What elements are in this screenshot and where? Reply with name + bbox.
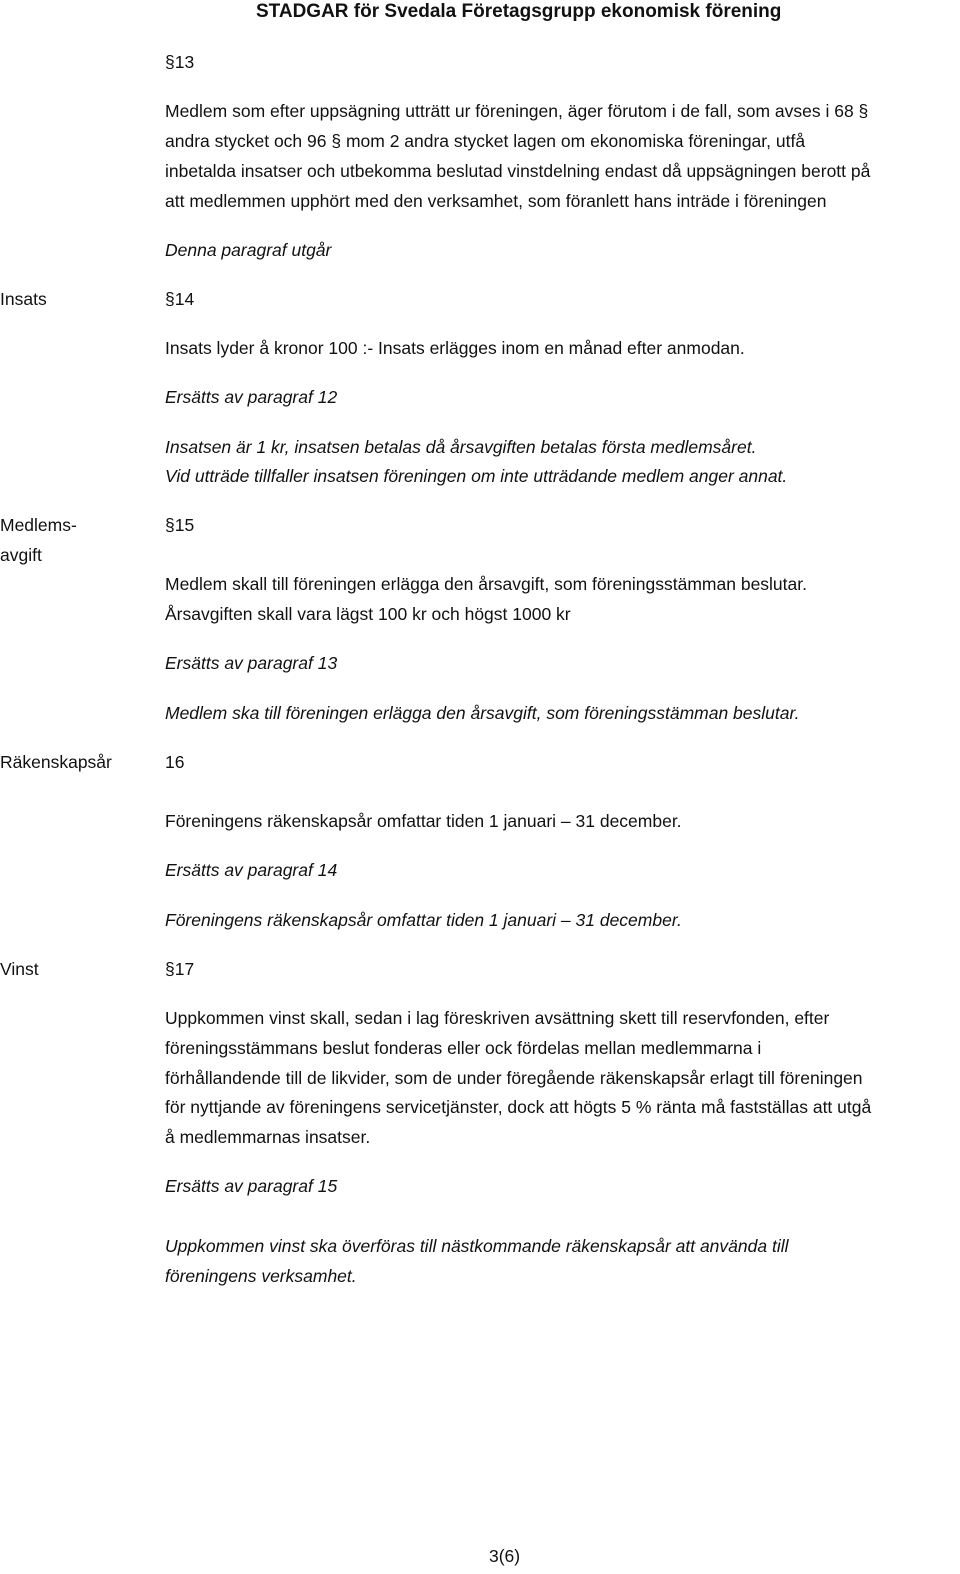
paragraph-14-new-line: Vid utträde tillfaller insatsen föreningen om inte utträdande medlem anger annat. [165, 466, 788, 486]
paragraph-13-line: Medlem som efter uppsägning utträtt ur föreningen, äger förutom i de fall, som avses i 68 § [165, 101, 869, 121]
paragraph-17-line: å medlemmarnas insatser. [165, 1127, 371, 1147]
section-label-rakenskapsar: Räkenskapsår [0, 752, 112, 772]
paragraph-number-15: §15 [165, 515, 195, 535]
paragraph-17-line: förhållandende till de likvider, som de under föregående räkenskapsår erlagt till föreningen [165, 1068, 863, 1088]
paragraph-16-new-text: Föreningens räkenskapsår omfattar tiden 1 januari – 31 december. [165, 910, 682, 930]
paragraph-number-13: §13 [165, 52, 195, 72]
paragraph-15-replaced-by: Ersätts av paragraf 13 [165, 653, 338, 673]
section-label-medlemsavgift-line1: Medlems- [0, 515, 77, 535]
paragraph-17-line: föreningsstämmans beslut fonderas eller ock fördelas mellan medlemmarna i [165, 1038, 762, 1058]
paragraph-number-17: §17 [165, 959, 195, 979]
section-label-medlemsavgift-line2: avgift [0, 545, 42, 565]
paragraph-17-new-line: Uppkommen vinst ska överföras till nästkommande räkenskapsår att använda till [165, 1236, 789, 1256]
paragraph-13-line: inbetalda insatser och utbekomma beslutad vinstdelning endast då uppsägningen berott på [165, 161, 871, 181]
document-header-title: STADGAR för Svedala Företagsgrupp ekonomisk förening [256, 1, 782, 22]
paragraph-14-new-line: Insatsen är 1 kr, insatsen betalas då årsavgiften betalas första medlemsåret. [165, 437, 757, 457]
paragraph-17-line: för nyttjande av föreningens servicetjänster, dock att högts 5 % ränta må fastställas att utgå [165, 1097, 872, 1117]
paragraph-14-text: Insats lyder å kronor 100 :- Insats erlägges inom en månad efter anmodan. [165, 338, 745, 358]
paragraph-number-14: §14 [165, 289, 195, 309]
section-label-vinst: Vinst [0, 959, 39, 979]
paragraph-number-16: 16 [165, 752, 185, 772]
paragraph-16-text: Föreningens räkenskapsår omfattar tiden 1 januari – 31 december. [165, 811, 682, 831]
paragraph-17-line: Uppkommen vinst skall, sedan i lag föreskriven avsättning skett till reservfonden, efter [165, 1008, 830, 1028]
paragraph-15-new-text: Medlem ska till föreningen erlägga den årsavgift, som föreningsstämman beslutar. [165, 703, 800, 723]
section-label-insats: Insats [0, 289, 47, 309]
paragraph-13-line: att medlemmen upphört med den verksamhet, som föranlett hans inträde i föreningen [165, 191, 827, 211]
paragraph-15-line: Medlem skall till föreningen erlägga den årsavgift, som föreningsstämman beslutar. [165, 574, 807, 594]
paragraph-13-note: Denna paragraf utgår [165, 240, 332, 260]
paragraph-13-line: andra stycket och 96 § mom 2 andra stycket lagen om ekonomiska föreningar, utfå [165, 131, 806, 151]
paragraph-16-replaced-by: Ersätts av paragraf 14 [165, 860, 338, 880]
paragraph-17-new-line: föreningens verksamhet. [165, 1266, 357, 1286]
paragraph-17-replaced-by: Ersätts av paragraf 15 [165, 1176, 338, 1196]
paragraph-15-line: Årsavgiften skall vara lägst 100 kr och högst 1000 kr [165, 604, 571, 624]
paragraph-14-replaced-by: Ersätts av paragraf 12 [165, 387, 338, 407]
page-number: 3(6) [489, 1546, 521, 1566]
